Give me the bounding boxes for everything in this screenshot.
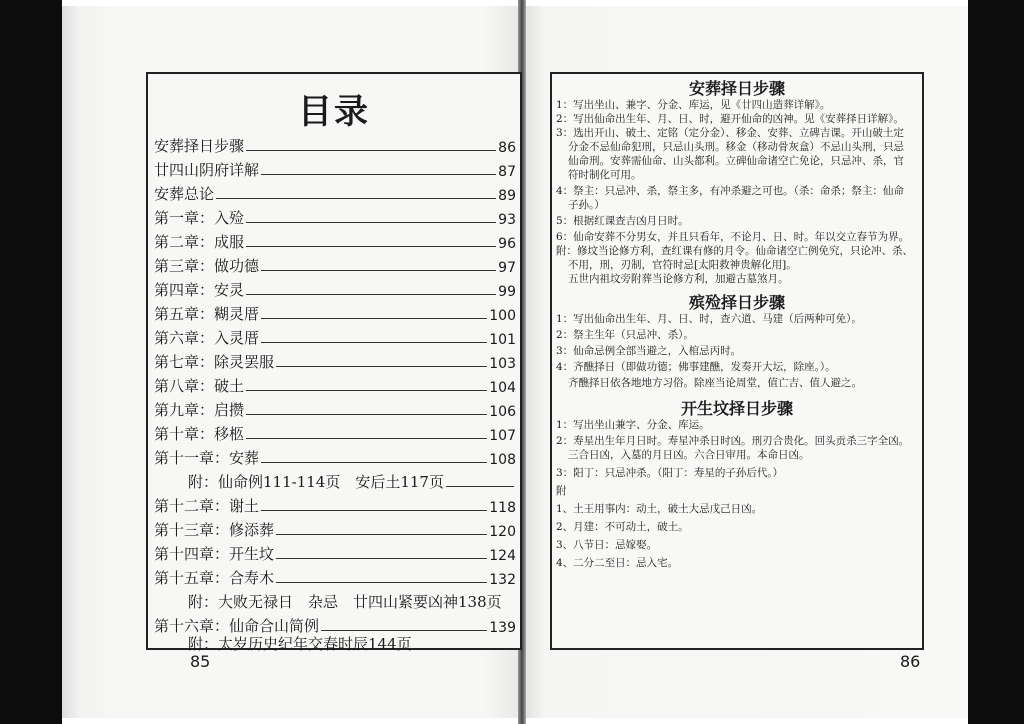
text-line: 1：写出坐山兼字、分金、库运。 — [556, 419, 710, 431]
text-line: 3、八节日：忌嫁娶。 — [556, 539, 658, 551]
toc-entry: 安葬择日步骤 86 — [154, 137, 516, 156]
toc-entry: 第十章：移柩 107 — [154, 425, 516, 444]
text-line: 3：选出开山、破土、定铭（定分金）、移金、安葬、立碑吉课。开山破土定 — [556, 127, 904, 139]
text-line: 2：写出仙命出生年、月、日、时，避开仙命的凶神。见《安葬择日详解》。 — [556, 113, 904, 125]
toc-entry: 第一章：入殓 93 — [154, 209, 516, 228]
text-line: 1：写出坐山、兼字、分金、库运，见《廿四山造葬详解》。 — [556, 99, 831, 111]
text-box — [550, 72, 924, 650]
text-line: 不用，刑，刃制，官符时忌[太阳救神贵解化用]。 — [568, 259, 797, 271]
text-line: 3：阳丁：只忌冲杀。（阳丁：寿星的子孙后代。） — [556, 467, 784, 479]
text-line: 符时制化可用。 — [568, 169, 642, 181]
text-line: 子孙。） — [568, 199, 605, 211]
text-line: 五世内祖坟旁附葬当论修方利，加避古墓煞月。 — [568, 273, 789, 285]
toc-appendix-note: 附：大败无禄日 杂忌 廿四山紧要凶神138页 — [188, 593, 502, 611]
toc-entry: 第十二章：谢土 118 — [154, 497, 516, 516]
toc-entry: 安葬总论 89 — [154, 185, 516, 204]
text-line: 2：寿星出生年月日时。寿星冲杀日时凶。刑刃合贵化。回头贡杀三字全凶。 — [556, 435, 910, 447]
text-line: 2、月建：不可动土，破土。 — [556, 521, 689, 533]
text-line: 三合日凶，入墓的月日凶。六合日审用。本命日凶。 — [568, 449, 810, 461]
toc-entry: 第二章：成服 96 — [154, 233, 516, 252]
toc-appendix-note: 附：太岁历史纪年交春时辰144页 — [188, 635, 412, 653]
text-line: 6：仙命安葬不分男女，并且只看年，不论月、日、时。年以交立春节为界。 — [556, 231, 910, 243]
text-line: 附 — [556, 485, 567, 497]
text-line: 1、土王用事内：动土，破土大忌戊己日凶。 — [556, 503, 763, 515]
toc-box — [146, 72, 522, 653]
text-line: 1：写出仙命出生年、月、日、时，查六道、马建（后两种可免）。 — [556, 313, 862, 325]
text-line: 4：齐醮择日（即做功德；佛事建醮，发奏开大坛，除座。）。 — [556, 361, 836, 373]
toc-entry: 第七章：除灵罢服 103 — [154, 353, 516, 372]
section-heading: 殡殓择日步骤 — [688, 293, 785, 312]
text-line: 附：修坟当论修方利，查红课有修的月令。仙命诸空亡例免究，只论冲、杀、 — [556, 245, 913, 257]
toc-appendix-note: 附：仙命例111-114页 安后土117页 — [188, 468, 516, 492]
toc-entry: 廿四山阴府详解 87 — [154, 161, 516, 180]
page-number-left: 85 — [190, 652, 211, 671]
text-line: 4：祭主：只忌冲、杀，祭主多，有冲杀避之可也。（杀：命杀；祭主：仙命 — [556, 185, 904, 197]
toc-entry: 第八章：破土 104 — [154, 377, 516, 396]
text-line: 5：根据红课查吉凶月日时。 — [556, 215, 689, 227]
toc-entry: 第四章：安灵 99 — [154, 281, 516, 300]
page-number-right: 86 — [900, 652, 921, 671]
toc-entry: 第六章：入灵厝 101 — [154, 329, 516, 348]
text-line: 分金不忌仙命犯刑，只忌山头刑。移金（移动骨灰盒）不忌山头刑，只忌 — [568, 141, 904, 153]
text-line: 4、二分二至日：忌入宅。 — [556, 557, 679, 569]
toc-title: 目录 — [298, 92, 370, 132]
text-line: 齐醮择日依各地地方习俗。除座当论周堂，值亡吉、值人避之。 — [568, 377, 862, 389]
toc-entry: 第十一章：安葬 108 — [154, 449, 516, 468]
text-line: 3：仙命忌例全部当避之，入棺忌丙时。 — [556, 345, 742, 357]
toc-entry: 第九章：启攒 106 — [154, 401, 516, 420]
toc-entry: 第十三章：修添葬 120 — [154, 521, 516, 540]
book-edge-right — [968, 0, 1024, 724]
book-edge-left — [0, 0, 62, 724]
text-line: 2：祭主生年（只忌冲、杀）。 — [556, 329, 694, 341]
text-line: 仙命刑。安葬需仙命、山头都利。立碑仙命诸空亡免论，只忌冲、杀，官 — [568, 155, 904, 167]
toc-entry: 第十四章：开生坟 124 — [154, 545, 516, 564]
section-heading: 开生坟择日步骤 — [680, 399, 793, 418]
toc-entry: 第十五章：合寿木 132 — [154, 569, 516, 588]
toc-entry: 第五章：糊灵厝 100 — [154, 305, 516, 324]
section-heading: 安葬择日步骤 — [688, 79, 785, 98]
toc-entry: 第三章：做功德 97 — [154, 257, 516, 276]
toc-entry: 第十六章：仙命合山简例 139 — [154, 617, 516, 636]
